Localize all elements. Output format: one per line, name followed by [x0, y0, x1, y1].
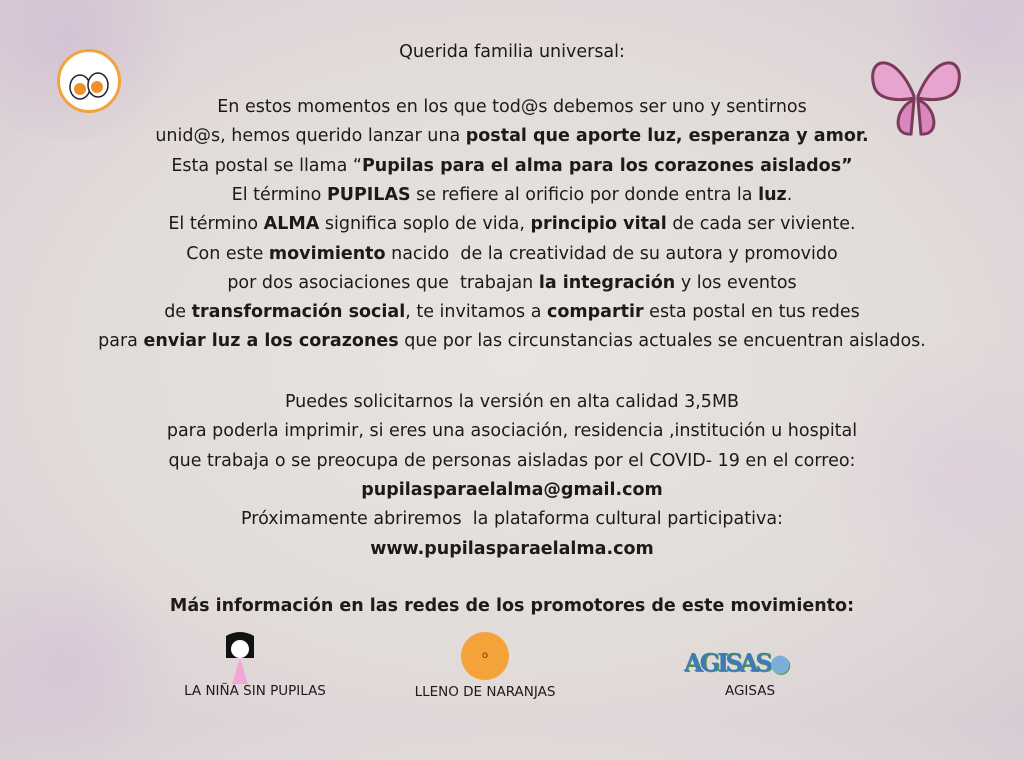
text-segment: Esta postal se llama “ — [171, 155, 362, 176]
text-line — [0, 214, 1024, 234]
floral-decoration — [0, 560, 180, 760]
text-line — [0, 539, 1024, 559]
text-segment: para poderla imprimir, si eres una asociación, residencia ,institución u hospital — [166, 421, 858, 442]
text-segment: movimiento — [268, 243, 386, 264]
globe-icon: ● — [769, 648, 791, 677]
text-segment: . — [786, 184, 793, 205]
text-segment: Próximamente abriremos la plataforma cultural participativa: — [241, 509, 783, 530]
text-segment: unid@s, hemos querido lanzar una — [155, 126, 466, 147]
text-segment: de cada ser viviente. — [666, 214, 856, 235]
text-segment: Puedes solicitarnos la versión en alta calidad 3,5MB — [284, 392, 740, 412]
text-segment: PUPILAS — [326, 184, 411, 205]
text-segment: principio vital — [530, 214, 667, 235]
text-segment: postal que aporte luz, esperanza y amor. — [465, 126, 869, 147]
text-segment: nacido de la creatividad de su autora y promovido — [385, 243, 838, 264]
nina-sin-pupilas-logo — [220, 632, 260, 686]
text-line — [0, 331, 1024, 351]
text-segment: por dos asociaciones que trabajan — [227, 272, 539, 293]
text-line — [0, 156, 1024, 176]
text-line — [0, 480, 1024, 500]
text-segment: El término — [231, 184, 327, 205]
lleno-de-naranjas-logo: o — [461, 632, 509, 680]
more-info-text: Más información en las redes de los promotores de este movimiento: — [169, 596, 855, 616]
text-segment: significa soplo de vida, — [319, 214, 531, 235]
text-segment: esta postal en tus redes — [643, 302, 860, 323]
agisas-logo-text: AGISAS — [684, 648, 770, 677]
promoter-agisas: AGISAS — [724, 683, 776, 699]
text-segment: que por las circunstancias actuales se encuentran aislados. — [398, 331, 926, 352]
agisas-logo — [684, 648, 791, 677]
text-line — [0, 421, 1024, 441]
text-segment: luz — [758, 184, 787, 205]
text-segment: enviar luz a los corazones — [143, 331, 399, 352]
text-segment: ALMA — [263, 214, 320, 235]
greeting-heading: Querida familia universal: — [399, 42, 625, 62]
text-line — [0, 273, 1024, 293]
text-segment: , te invitamos a — [405, 302, 548, 323]
text-line — [0, 392, 1024, 412]
text-segment: En estos momentos en los que tod@s debemos ser uno y sentirnos — [217, 97, 807, 117]
text-segment: El término — [168, 214, 264, 235]
text-line — [0, 185, 1024, 205]
text-segment: Pupilas para el alma para los corazones aislados” — [361, 155, 853, 176]
text-segment: que trabaja o se preocupa de personas aisladas por el COVID- 19 en el correo: — [168, 450, 856, 471]
promoter-lleno-de-naranjas: LLENO DE NARANJAS — [414, 684, 556, 700]
text-line — [0, 302, 1024, 322]
text-line — [0, 509, 1024, 529]
text-line — [0, 97, 1024, 117]
text-segment: Con este — [186, 243, 269, 264]
text-segment: transformación social — [191, 302, 406, 323]
text-segment: la integración — [538, 272, 676, 293]
text-segment: pupilasparaelalma@gmail.com — [361, 479, 663, 500]
text-segment: compartir — [547, 302, 644, 323]
text-segment: se refiere al orificio por donde entra la — [410, 184, 759, 205]
text-line — [0, 244, 1024, 264]
text-segment: de — [164, 302, 192, 323]
text-segment: www.pupilasparaelalma.com — [370, 538, 654, 559]
more-info-heading — [0, 596, 1024, 616]
text-segment: para — [98, 331, 144, 352]
text-segment: y los eventos — [675, 272, 797, 293]
promoter-nina-sin-pupilas: LA NIÑA SIN PUPILAS — [184, 683, 326, 699]
text-line — [0, 126, 1024, 146]
text-line — [0, 451, 1024, 471]
